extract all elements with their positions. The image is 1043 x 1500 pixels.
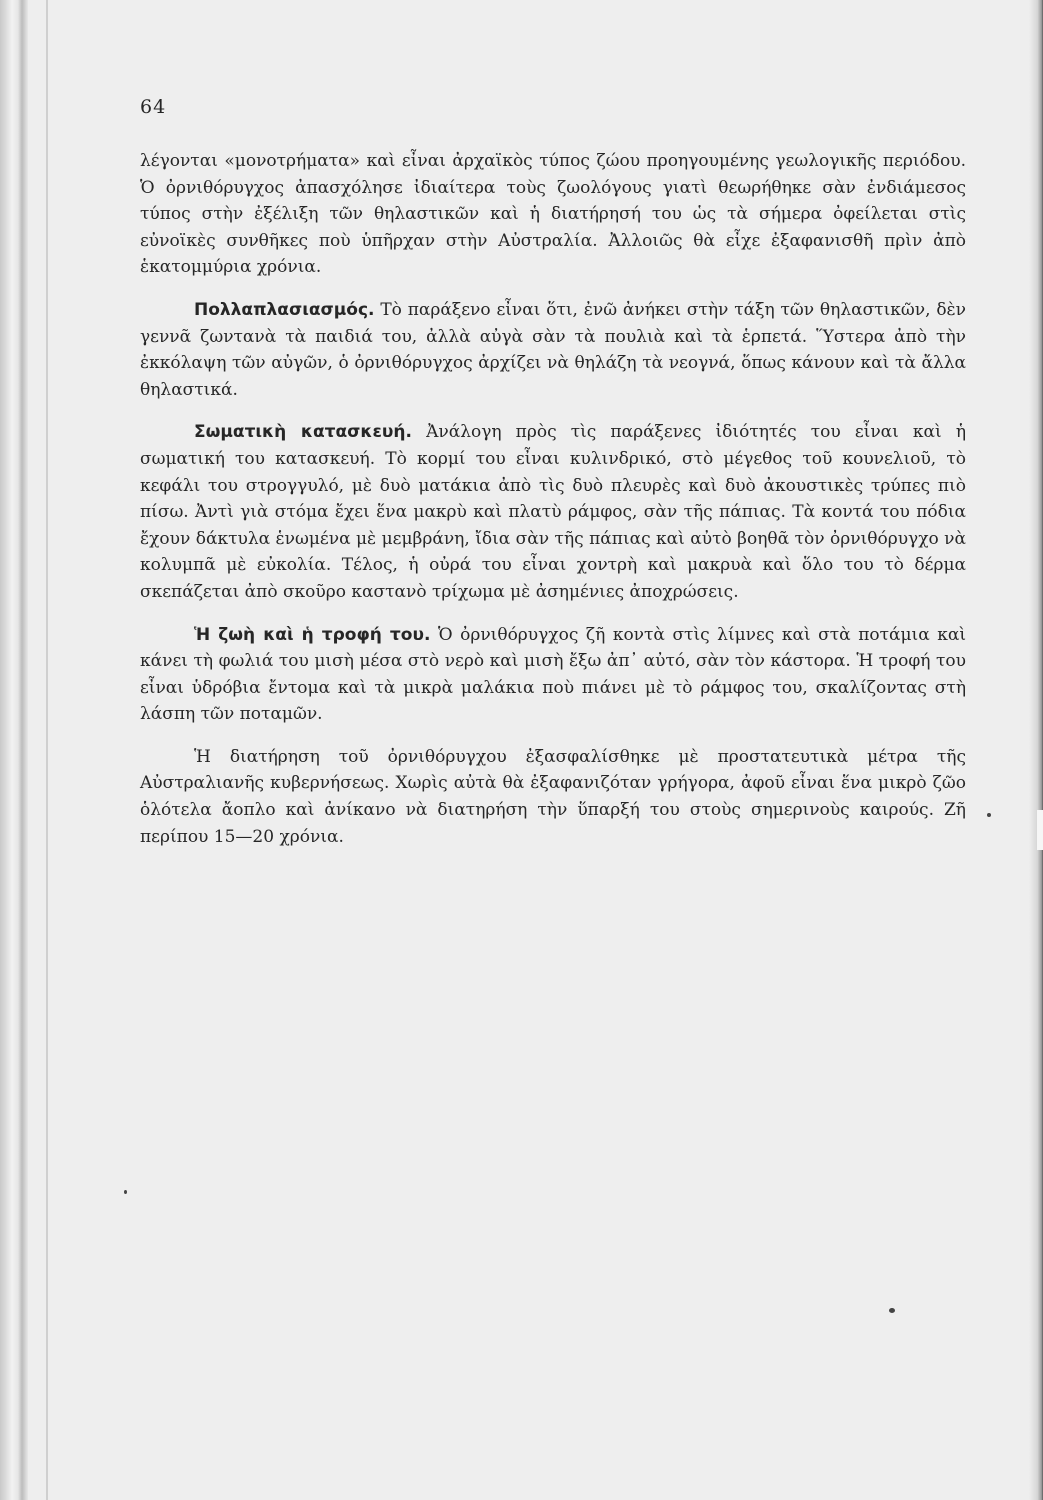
paragraph-body-structure	[140, 419, 966, 605]
paragraph-text: λέγονται «μονοτρήματα» καὶ εἶναι ἀρχαϊκὸς τύπος ζώου προηγουμένης γεωλογικῆς περιόδου. Ὁ ὀρνιθόρυγχος ἀπασχόλησε ἰδιαίτερα τοὺς ζωολόγους γιατὶ θεωρήθηκε σὰν ἐνδιάμεσος τύπος στὴν ἐξέλιξη τῶν θηλαστικῶν καὶ ἡ διατήρησή του ὡς τὰ σήμερα ὀφείλεται στὶς εὐνοϊκὲς συνθῆκες ποὺ ὑπῆρχαν στὴν Αὐστραλία. Ἀλλοιῶς θὰ εἶχε ἐξαφανισθῆ πρὶν ἀπὸ ἑκατομμύρια χρόνια.	[140, 151, 966, 278]
ink-speck	[987, 813, 991, 817]
ink-speck	[124, 1190, 127, 1194]
paragraph-text: Τὸ παράξενο εἶναι ὅτι, ἐνῶ ἀνήκει στὴν τάξη τῶν θηλαστικῶν, δὲν γεννᾶ ζωντανὰ τὰ παιδιά του, ἀλλὰ αὐγὰ σὰν τὰ πουλιὰ καὶ τὰ ἑρπετά. Ὕστερα ἀπὸ τὴν ἐκκόλαψη τῶν αὐγῶν, ὁ ὀρνιθόρυγχος ἀρχίζει νὰ θηλάζη τὰ νεογνά, ὅπως κάνουν καὶ τὰ ἄλλα θηλαστικά.	[140, 299, 967, 400]
paragraph-conservation	[140, 744, 966, 850]
paragraph-text: Ἡ διατήρηση τοῦ ὀρνιθόρυγχου ἐξασφαλίσθηκε μὲ προστατευτικὰ μέτρα τῆς Αὐστραλιανῆς κυβερνήσεως. Χωρὶς αὐτὰ θὰ ἐξαφανιζόταν γρήγορα, ἀφοῦ εἶναι ἕνα μικρὸ ζῶο ὁλότελα ἄοπλο καὶ ἀνίκανο νὰ διατηρήση τὴν ὕπαρξή του στοὺς σημερινοὺς καιρούς. Ζῆ περίπου 15—20 χρόνια.	[140, 746, 966, 847]
binding-shadow-line	[46, 0, 48, 1500]
paragraph-reproduction	[140, 297, 966, 403]
ink-speck	[889, 1308, 895, 1313]
paragraph-intro	[140, 148, 966, 281]
section-heading-reproduction: Πολλαπλασιασμός.	[194, 299, 375, 320]
page-number: 64	[140, 96, 167, 118]
paragraph-text: Ἀνάλογη πρὸς τὶς παράξενες ἰδιότητές του εἶναι καὶ ἡ σωματική του κατασκευή. Τὸ κορμί του εἶναι κυλινδρικό, στὸ μέγεθος τοῦ κουνελιοῦ, τὸ κεφάλι του στρογγυλό, μὲ δυὸ ματάκια ἀπὸ τὶς δυὸ πλευρὲς καὶ δυὸ ἀκουστικὲς τρύπες πιὸ πίσω. Ἀντὶ γιὰ στόμα ἔχει ἕνα μακρὺ καὶ πλατὺ ράμφος, σὰν τῆς πάπιας. Τὰ κοντά του πόδια ἔχουν δάκτυλα ἑνωμένα μὲ μεμβράνη, ἴδια σὰν τῆς πάπιας καὶ αὐτὸ βοηθᾶ τὸν ὀρνιθόρυγχο νὰ κολυμπᾶ μὲ εὐκολία. Τέλος, ἡ οὐρά του εἶναι χοντρὴ καὶ μακρυὰ καὶ ὅλο του τὸ δέρμα σκεπάζεται ἀπὸ σκοῦρο καστανὸ τρίχωμα μὲ ἀσημένιες ἀποχρώσεις.	[140, 422, 967, 602]
page-right-edge	[1029, 0, 1043, 1500]
section-heading-life-food: Ἡ ζωὴ καὶ ἡ τροφή του.	[194, 624, 431, 645]
page-edge-notch	[1037, 810, 1043, 850]
book-binding-edge	[0, 0, 28, 1500]
section-heading-body-structure: Σωματικὴ κατασκευή.	[194, 422, 412, 443]
page-body	[140, 148, 966, 866]
paragraph-text: Ὁ ὀρνιθόρυγχος ζῆ κοντὰ στὶς λίμνες καὶ στὰ ποτάμια καὶ κάνει τὴ φωλιά του μισὴ μέσα στὸ νερὸ καὶ μισὴ ἔξω ἀπ᾿ αὐτό, σὰν τὸν κάστορα. Ἡ τροφή του εἶναι ὑδρόβια ἔντομα καὶ τὰ μικρὰ μαλάκια ποὺ πιάνει μὲ τὸ ράμφος του, σκαλίζοντας στὴ λάσπη τῶν ποταμῶν.	[140, 624, 966, 725]
paragraph-life-food	[140, 622, 966, 728]
